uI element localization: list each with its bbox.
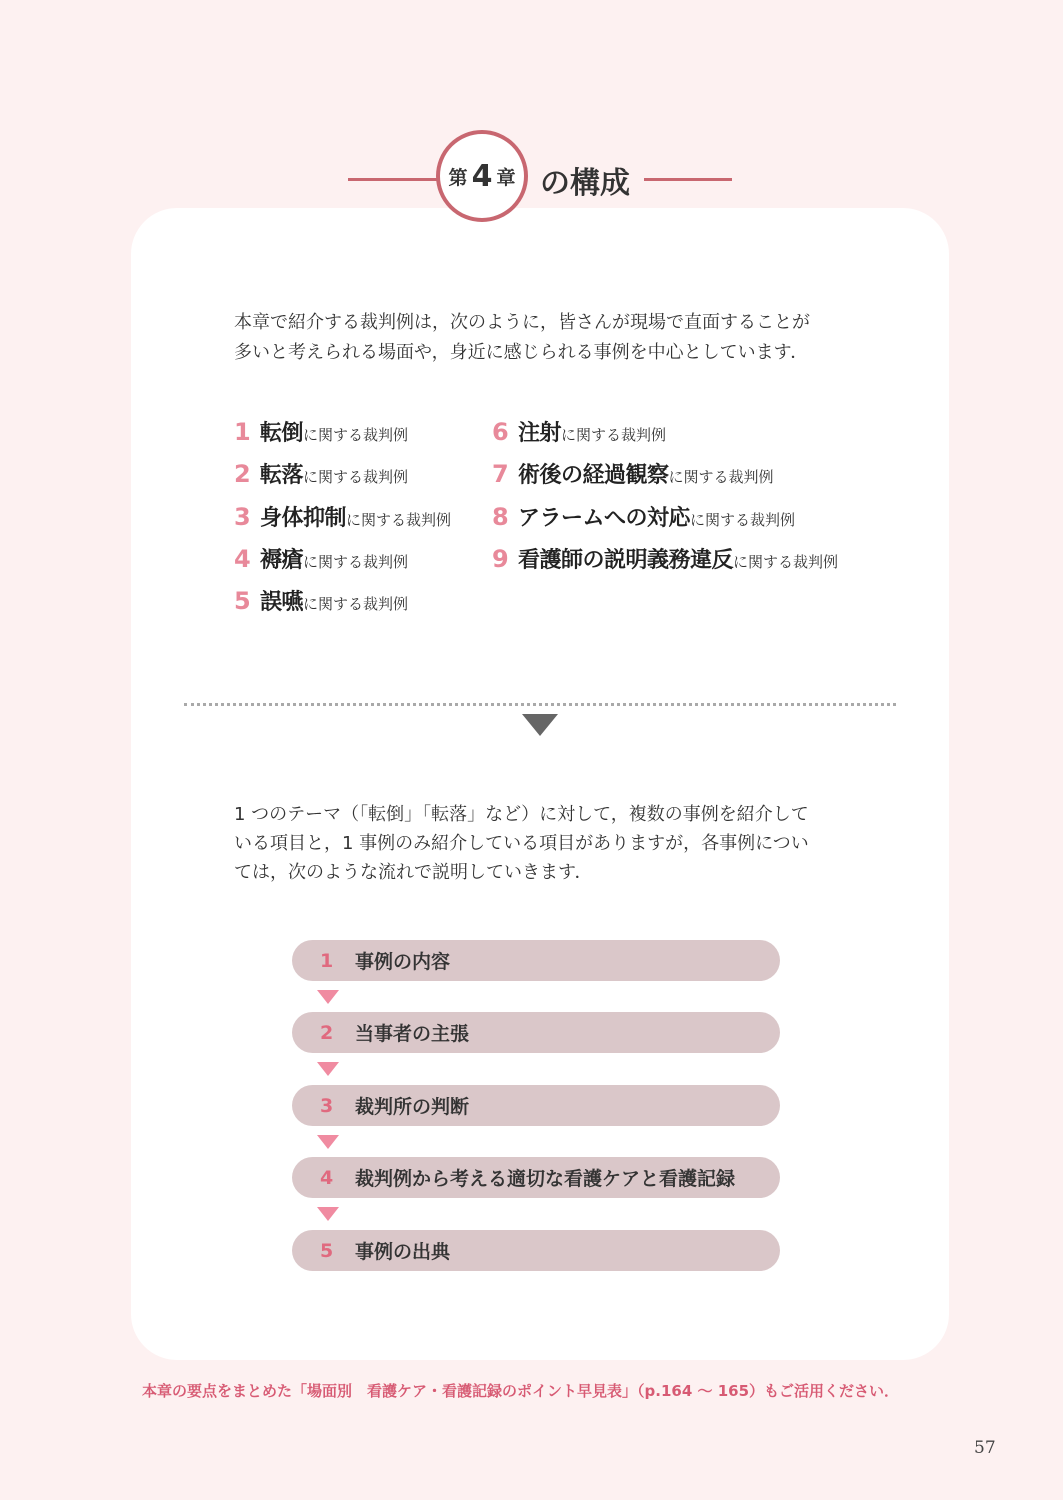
triangle-down-icon (317, 1062, 339, 1076)
topic-suffix: に関する裁判例 (690, 511, 796, 529)
topic-item-3 (234, 501, 451, 532)
step-number: 4 (320, 1166, 334, 1189)
topic-title: 転落 (260, 463, 304, 488)
topic-number: 5 (234, 587, 251, 615)
topic-number: 2 (234, 460, 251, 488)
topic-suffix: に関する裁判例 (346, 511, 452, 529)
intro-line: 本章で紹介する裁判例は，次のように，皆さんが現場で直面することが (234, 312, 810, 333)
topic-number: 4 (234, 545, 251, 573)
step-label: 事例の出典 (355, 1241, 451, 1263)
description-line: ては，次のような流れで説明していきます． (234, 862, 593, 883)
topic-title: 術後の経過観察 (518, 463, 669, 488)
topic-number: 3 (234, 503, 251, 531)
topic-item-1 (234, 416, 408, 447)
topic-item-9 (492, 543, 838, 574)
step-number: 2 (320, 1021, 334, 1044)
flow-description (234, 800, 874, 887)
topic-item-4 (234, 543, 408, 574)
topic-item-7 (492, 458, 774, 489)
topic-title: 注射 (518, 421, 562, 446)
footnote: 本章の要点をまとめた「場面別 看護ケア・看護記録のポイント早見表」（p.164 〜 165）もご活用ください． (142, 1382, 900, 1400)
topic-title: 身体抑制 (260, 506, 347, 531)
intro-line: 多いと考えられる場面や，身近に感じられる事例を中心としています． (234, 342, 809, 363)
description-line: 1 つのテーマ（「転倒」「転落」など）に対して，複数の事例を紹介して (234, 804, 809, 825)
step-label: 当事者の主張 (355, 1023, 470, 1045)
step-label: 裁判所の判断 (355, 1096, 470, 1118)
topic-suffix: に関する裁判例 (303, 426, 409, 444)
page-title: の構成 (540, 166, 630, 201)
chapter-number: 4 (471, 158, 493, 194)
step-label: 事例の内容 (355, 951, 451, 973)
step-number: 1 (320, 949, 334, 972)
topic-item-6 (492, 416, 666, 447)
topic-item-8 (492, 501, 795, 532)
flow-step-2 (292, 1012, 780, 1053)
topic-suffix: に関する裁判例 (303, 553, 409, 571)
topic-title: 誤嚥 (260, 590, 304, 615)
header-rule-left (348, 178, 440, 181)
topic-suffix: に関する裁判例 (303, 595, 409, 613)
flow-step-1 (292, 940, 780, 981)
flow-step-4 (292, 1157, 780, 1198)
page-number: 57 (974, 1438, 996, 1458)
topic-title: 転倒 (260, 421, 304, 446)
description-line: いる項目と，1 事例のみ紹介している項目がありますが，各事例につい (234, 833, 809, 854)
topic-number: 7 (492, 460, 509, 488)
chapter-prefix: 第 (448, 166, 468, 189)
topic-item-5 (234, 585, 408, 616)
topic-suffix: に関する裁判例 (303, 468, 409, 486)
flow-step-3 (292, 1085, 780, 1126)
step-number: 5 (320, 1239, 334, 1262)
topic-number: 9 (492, 545, 509, 573)
dotted-divider (184, 703, 896, 706)
topic-number: 1 (234, 418, 251, 446)
topic-title: 褥瘡 (260, 548, 304, 573)
topic-number: 8 (492, 503, 509, 531)
topic-title: アラームへの対応 (518, 506, 691, 531)
topic-suffix: に関する裁判例 (668, 468, 774, 486)
step-number: 3 (320, 1094, 334, 1117)
chapter-suffix: 章 (496, 166, 516, 189)
triangle-down-icon (317, 1135, 339, 1149)
chapter-badge (436, 130, 528, 222)
topic-item-2 (234, 458, 408, 489)
header-rule-right (644, 178, 732, 181)
step-label: 裁判例から考える適切な看護ケアと看護記録 (355, 1168, 736, 1190)
triangle-down-icon (317, 1207, 339, 1221)
triangle-down-icon (317, 990, 339, 1004)
intro-paragraph (234, 308, 874, 368)
topic-suffix: に関する裁判例 (561, 426, 667, 444)
topic-title: 看護師の説明義務違反 (518, 548, 734, 573)
flow-step-5 (292, 1230, 780, 1271)
topic-number: 6 (492, 418, 509, 446)
triangle-down-icon (522, 714, 558, 736)
topic-suffix: に関する裁判例 (733, 553, 839, 571)
